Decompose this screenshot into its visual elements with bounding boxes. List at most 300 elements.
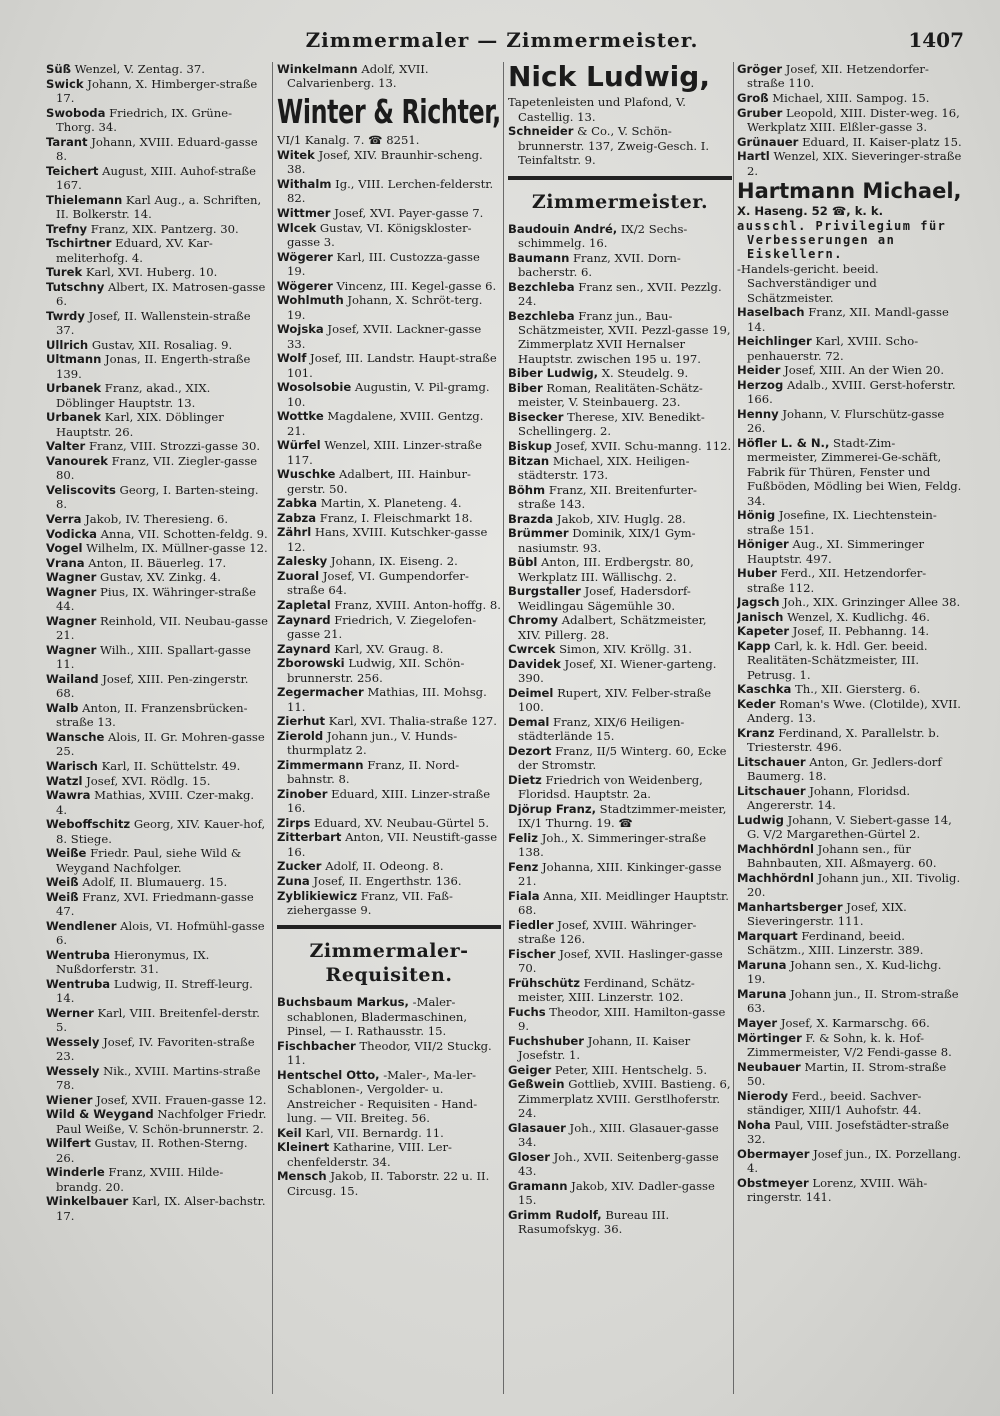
page-header	[40, 28, 964, 58]
entry-name: Wentruba	[46, 976, 111, 991]
entry-details: Josef, XI. Wiener-garteng. 390.	[518, 656, 717, 686]
directory-entry	[46, 1035, 268, 1064]
entry-details: Josef, XIV. Braunhir-scheng. 38.	[287, 148, 483, 177]
directory-entry	[737, 91, 963, 105]
directory-entry	[737, 436, 963, 508]
directory-entry	[277, 279, 501, 293]
entry-details: Leopold, XIII. Dister-weg. 16, Werkplatz XIII. Elßler-gasse 3.	[747, 105, 960, 134]
entry-details: Katharine, VIII. Ler-chenfelderstr. 34.	[287, 1140, 452, 1169]
entry-name: Trefny	[46, 221, 88, 236]
entry-name: Bitzan	[508, 453, 550, 468]
entry-name: Bezchleba	[508, 279, 575, 294]
directory-entry	[508, 584, 732, 613]
entry-name: Weiße	[46, 846, 87, 861]
entry-details: Theodor, XIII. Hamilton-gasse 9.	[518, 1004, 726, 1034]
entry-details: Anton, II. Franzensbrücken-straße 13.	[56, 700, 248, 730]
entry-name: Bisecker	[508, 410, 564, 425]
column-rule	[272, 62, 273, 1394]
directory-entry	[737, 929, 963, 958]
entry-details: Eduard, XV. Kar-meliterhofg. 4.	[56, 236, 213, 265]
entry-details: Jakob, XIV. Huglg. 28.	[553, 511, 686, 526]
entry-details: Johann jun., II. Strom-straße 63.	[747, 987, 959, 1016]
entry-name: Brazda	[508, 511, 554, 526]
directory-entry	[508, 1208, 732, 1237]
entry-details: Jakob, IV. Theresieng. 6.	[81, 511, 229, 526]
entry-name: Twrdy	[46, 308, 85, 323]
directory-entry	[737, 106, 963, 135]
directory-entry	[46, 977, 268, 1006]
entry-details: Franz, XII. Mandl-gasse 14.	[747, 305, 949, 334]
entry-details: -Maler-, Ma-ler-Schablonen-, Vergolder- u. Anstreicher - Requisiten - Hand-lung. — VII. Breiteg. 56.	[287, 1067, 478, 1126]
entry-name: Litschauer	[737, 755, 806, 770]
entry-name: Buchsbaum Markus,	[277, 995, 409, 1010]
entry-name: Tarant	[46, 134, 88, 149]
directory-entry	[277, 729, 501, 758]
entry-name: Gramann	[508, 1178, 568, 1193]
entry-name: Würfel	[277, 438, 321, 453]
entry-name: Janisch	[737, 609, 784, 624]
entry-details: Anton, III. Erdbergstr. 80, Werkplatz III. Wällischg. 2.	[518, 555, 694, 584]
directory-entry	[46, 1194, 268, 1223]
entry-details: Johann, II. Kaiser Josefstr. 1.	[518, 1033, 691, 1063]
entry-details: Johann, Floridsd. Angererstr. 14.	[747, 784, 911, 813]
directory-entry	[46, 410, 268, 439]
entry-details: Anton, Gr. Jedlers-dorf Baumerg. 18.	[747, 755, 942, 784]
entry-name: Wentruba	[46, 947, 111, 962]
entry-name: Kapeter	[737, 624, 790, 639]
entry-details: Johann, IX. Eiseng. 2.	[327, 554, 458, 569]
entry-name: Werner	[46, 1005, 94, 1020]
entry-details: Joh., X. Simmeringer-straße 138.	[518, 830, 707, 860]
entry-name: Warisch	[46, 758, 98, 773]
entry-name: Maruna	[737, 958, 787, 973]
directory-entry	[508, 889, 732, 918]
directory-entry	[737, 987, 963, 1016]
entry-details: Johann, XVIII. Eduard-gasse 8.	[56, 134, 258, 163]
entry-details: Franz, II. Nord-bahnstr. 8.	[287, 757, 460, 787]
entry-details: Josef, XIII. Pen-zingerstr. 68.	[56, 671, 249, 701]
directory-entry	[277, 816, 501, 830]
entry-name: Zaynard	[277, 641, 331, 656]
directory-entry	[277, 685, 501, 714]
directory-entry	[508, 613, 732, 642]
entry-name: Zapletal	[277, 598, 331, 613]
entry-name: Wagner	[46, 642, 97, 657]
entry-name: Kaschka	[737, 682, 792, 697]
directory-entry	[277, 409, 501, 438]
entry-name: Schneider	[508, 124, 574, 139]
entry-name: Höniger	[737, 537, 789, 552]
entry-name: Geßwein	[508, 1077, 565, 1092]
directory-entry	[277, 874, 501, 888]
entry-details: Josef, XIX. Sieveringerstr. 111.	[747, 900, 907, 929]
directory-entry	[508, 381, 732, 410]
entry-details: Josef, IV. Favoriten-straße 23.	[56, 1034, 255, 1064]
directory-entry	[737, 149, 963, 178]
directory-entry	[277, 642, 501, 656]
directory-entry	[277, 787, 501, 816]
entry-name: Teichert	[46, 163, 99, 178]
entry-details: Josef, VI. Gumpendorfer-straße 64.	[287, 569, 469, 598]
directory-entry	[46, 614, 268, 643]
entry-name: Huber	[737, 566, 777, 581]
entry-details: Hieronymus, IX. Nußdorferstr. 31.	[56, 947, 210, 977]
hartmann-ad-privilege: ausschl. Privilegium für Verbesserungen an Eiskellern.	[737, 218, 947, 262]
entry-name: Biber Ludwig,	[508, 366, 599, 381]
directory-entry	[277, 859, 501, 873]
entry-details: Therese, XIV. Benedikt-Schellingerg. 2.	[518, 410, 705, 439]
entry-details: Lorenz, XVIII. Wäh-ringerstr. 141.	[747, 1175, 928, 1205]
entry-details: Ferdinand, beeid. Schätzm., XIII. Linzerstr. 389.	[747, 929, 924, 958]
entry-name: Wosolsobie	[277, 380, 352, 395]
directory-entry	[46, 352, 268, 381]
entry-details: IX/2 Sechs-schimmelg. 16.	[518, 221, 688, 251]
entry-details: Franz, VIII. Strozzi-gasse 30.	[85, 439, 261, 454]
entry-details: Peter, XIII. Hentschelg. 5.	[551, 1062, 708, 1077]
directory-entry	[46, 135, 268, 164]
entry-details: Hans, XVIII. Kutschker-gasse 12.	[287, 525, 488, 554]
directory-entry	[46, 875, 268, 889]
entry-name: Zyblikiewicz	[277, 888, 358, 903]
entry-name: Watzl	[46, 773, 83, 788]
directory-entry	[277, 656, 501, 685]
directory-entry	[46, 541, 268, 555]
entry-name: Nierody	[737, 1088, 789, 1103]
directory-entry	[46, 439, 268, 453]
directory-entry	[46, 643, 268, 672]
entry-name: Kranz	[737, 726, 775, 741]
entry-name: Keder	[737, 697, 776, 712]
entry-name: Zuna	[277, 873, 310, 888]
directory-entry	[508, 222, 732, 251]
entry-details: Paul, VIII. Josefstädter-straße 32.	[747, 1117, 949, 1147]
directory-entry	[737, 305, 963, 334]
directory-entry	[46, 527, 268, 541]
entry-details: Th., XII. Giersterg. 6.	[791, 682, 921, 697]
entry-details: Josef, XII. Hetzendorfer-straße 110.	[747, 62, 929, 91]
entry-details: Joh., XIX. Grinzinger Allee 38.	[779, 595, 961, 610]
entry-details: Franz, XII. Breitenfurter-straße 143.	[518, 482, 697, 512]
entry-details: Pius, IX. Währinger-straße 44.	[56, 584, 256, 614]
directory-entry	[508, 483, 732, 512]
directory-entry	[508, 918, 732, 947]
entry-details: Josef, II. Wallenstein-straße 37.	[56, 308, 251, 338]
entry-details: August, XIII. Auhof-straße 167.	[56, 163, 256, 192]
directory-entry	[508, 976, 732, 1005]
entry-details: Karl, VII. Bernardg. 11.	[301, 1125, 444, 1140]
entry-name: Zimmermann	[277, 757, 364, 772]
entry-details: Josefine, IX. Liechtenstein-straße 151.	[747, 508, 937, 537]
entry-name: Süß	[46, 62, 71, 76]
directory-entry	[277, 148, 501, 177]
directory-entry	[737, 508, 963, 537]
entry-name: Bübl	[508, 555, 538, 570]
entry-details: Josef, XVII. Haslinger-gasse 70.	[518, 946, 723, 976]
entry-name: Heider	[737, 363, 781, 378]
entry-name: Wögerer	[277, 249, 333, 264]
entry-name: Kapp	[737, 639, 771, 654]
directory-entry	[737, 334, 963, 363]
entry-name: Wögerer	[277, 278, 333, 293]
entry-details: Alois, VI. Hofmühl-gasse 6.	[56, 918, 265, 948]
entry-name: Gloser	[508, 1149, 550, 1164]
directory-entry	[508, 802, 732, 831]
directory-entry	[46, 193, 268, 222]
entry-name: Fenz	[508, 859, 539, 874]
section-divider	[508, 176, 732, 180]
directory-entry	[508, 657, 732, 686]
entry-name: Vanourek	[46, 453, 108, 468]
entry-name: Kleinert	[277, 1140, 330, 1155]
directory-entry	[737, 1089, 963, 1118]
directory-entry	[277, 322, 501, 351]
entry-name: Wohlmuth	[277, 293, 344, 308]
nick-ludwig-ad-name: Nick Ludwig,	[508, 62, 710, 93]
entry-name: Jagsch	[737, 595, 780, 610]
directory-entry	[508, 1121, 732, 1150]
entry-name: Maruna	[737, 987, 787, 1002]
directory-entry	[508, 686, 732, 715]
directory-entry	[46, 1107, 268, 1136]
entry-name: Zuoral	[277, 569, 320, 584]
entry-name: Tutschny	[46, 279, 105, 294]
entry-name: Vodicka	[46, 526, 97, 541]
entry-name: Fuchs	[508, 1004, 546, 1019]
entry-details: Karl, XIX. Döblinger Hauptstr. 26.	[56, 410, 224, 439]
directory-entry	[277, 62, 501, 91]
entry-details: Josef, XVII. Schu-manng. 112.	[551, 439, 732, 454]
entry-details: & Co., V. Schön-brunnerstr. 137, Zweig-Gesch. I. Teinfaltstr. 9.	[518, 124, 710, 168]
entry-name: Obermayer	[737, 1146, 810, 1161]
directory-entry	[46, 701, 268, 730]
entry-name: Urbanek	[46, 381, 102, 396]
entry-details: Vincenz, III. Kegel-gasse 6.	[332, 278, 497, 293]
entry-name: Wessely	[46, 1034, 100, 1049]
entry-name: Fischbacher	[277, 1038, 356, 1053]
entry-details: Albert, IX. Matrosen-gasse 6.	[56, 279, 266, 309]
directory-entry	[737, 900, 963, 929]
entry-details: Franz, XVII. Dorn-bacherstr. 6.	[518, 250, 681, 280]
entry-name: Verra	[46, 511, 82, 526]
entry-name: Geiger	[508, 1062, 552, 1077]
directory-entry	[46, 585, 268, 614]
directory-entry	[277, 380, 501, 409]
directory-entry	[277, 177, 501, 206]
entry-name: Swick	[46, 76, 84, 91]
directory-entry	[508, 1005, 732, 1034]
entry-name: Neubauer	[737, 1059, 801, 1074]
entry-details: Josef, Hadersdorf-Weidlingau Sägemühle 30.	[518, 584, 691, 613]
entry-details: Karl Aug., a. Schriften, II. Bolkerstr. 14.	[56, 192, 262, 221]
entry-name: Turek	[46, 265, 83, 280]
entry-details: Franz, XVI. Friedmann-gasse 47.	[56, 889, 254, 919]
entry-details: Michael, XIX. Heiligen-städterstr. 173.	[518, 453, 690, 483]
directory-entry	[277, 830, 501, 859]
directory-entry	[46, 1136, 268, 1165]
entry-details: -Maler-schablonen, Bladermaschinen, Pinsel, — I. Rathausstr. 15.	[287, 995, 468, 1039]
entry-details: Josef, XVI. Rödlg. 15.	[82, 773, 211, 788]
entry-name: Machhördnl	[737, 871, 814, 886]
entry-details: Nachfolger Friedr. Paul Weiße, V. Schön-brunnerstr. 2.	[56, 1107, 267, 1136]
directory-entry	[737, 135, 963, 149]
directory-entry	[737, 595, 963, 609]
entry-details: Friedr. Paul, siehe Wild & Weygand Nachfolger.	[56, 846, 242, 875]
entry-name: Machhördnl	[737, 842, 814, 857]
entry-details: Michael, XIII. Sampog. 15.	[768, 91, 930, 105]
entry-details: Josef, XVIII. Währinger-straße 126.	[518, 917, 697, 947]
entry-name: Brümmer	[508, 526, 569, 541]
directory-entry	[508, 555, 732, 584]
entry-details: Franz, II/5 Winterg. 60, Ecke der Stromstr.	[518, 743, 727, 773]
directory-entry	[508, 1150, 732, 1179]
entry-details: Franz, XVIII. Anton-hoffg. 8.	[330, 598, 501, 613]
entry-name: Biber	[508, 381, 543, 396]
entry-name: Bezchleba	[508, 308, 575, 323]
entry-details: Franz jun., Bau-Schätzmeister, XVII. Pezzl-gasse 19, Zimmerplatz XVII Hernalser Hauptstr. zwischen 195 u. 197.	[518, 308, 731, 366]
winter-richter-ad-name: Winter & Richter,	[277, 91, 501, 131]
directory-entry	[277, 613, 501, 642]
entry-details: Jakob, XIV. Dadler-gasse 15.	[518, 1178, 715, 1208]
entry-details: Josef, XVI. Payer-gasse 7.	[330, 206, 484, 221]
entry-name: Wansche	[46, 729, 105, 744]
entry-name: Vogel	[46, 541, 83, 556]
entry-details: Johann sen., für Bahnbauten, XII. Aßmayerg. 60.	[747, 842, 937, 871]
directory-entry	[737, 813, 963, 842]
directory-entry	[46, 222, 268, 236]
entry-name: Wendlener	[46, 918, 117, 933]
directory-entry	[737, 682, 963, 696]
directory-entry	[508, 860, 732, 889]
entry-details: Karl, II. Schüttelstr. 49.	[97, 758, 241, 773]
section-heading-zimmermeister: Zimmermeister.	[531, 190, 709, 213]
entry-details: Anton, VII. Neustift-gasse 16.	[287, 830, 498, 859]
directory-entry	[277, 438, 501, 467]
entry-details: Friedrich, IX. Grüne-Thorg. 34.	[56, 105, 232, 134]
entry-name: Mensch	[277, 1169, 327, 1184]
entry-details: X. Steudelg. 9.	[598, 366, 689, 381]
directory-entry	[508, 715, 732, 744]
entry-details: Anna, VII. Schotten-feldg. 9.	[96, 526, 268, 541]
entry-name: Swoboda	[46, 105, 106, 120]
entry-name: Gruber	[737, 105, 783, 120]
entry-details: Joh., XVII. Seitenberg-gasse 43.	[518, 1149, 719, 1179]
directory-entry	[737, 62, 963, 91]
directory-entry	[737, 784, 963, 813]
entry-details: Ig., VIII. Lerchen-felderstr. 82.	[287, 177, 494, 206]
entry-details: Roman, Realitäten-Schätz-meister, V. Steinbauerg. 23.	[518, 381, 703, 410]
entry-details: Gottlieb, XVIII. Bastieng. 6, Zimmerplatz XVIII. Gerstlhoferstr. 24.	[518, 1077, 731, 1121]
entry-name: Höfler L. & N.,	[737, 436, 830, 451]
directory-entry	[508, 124, 732, 167]
directory-entry	[277, 554, 501, 568]
directory-entry	[277, 1140, 501, 1169]
entry-details: Eduard, XV. Neubau-Gürtel 5.	[310, 815, 490, 830]
entry-name: Chromy	[508, 613, 559, 628]
entry-details: Johann, X. Schröt-terg. 19.	[287, 293, 483, 322]
entry-details: Martin, II. Strom-straße 50.	[747, 1059, 947, 1089]
entry-details: Karl, XVI. Huberg. 10.	[82, 265, 218, 280]
entry-name: Ludwig	[737, 813, 784, 828]
directory-entry	[46, 556, 268, 570]
entry-name: Grimm Rudolf,	[508, 1207, 602, 1222]
directory-entry	[508, 280, 732, 309]
directory-entry	[737, 1031, 963, 1060]
entry-details: Jonas, II. Engerth-straße 139.	[56, 352, 251, 381]
directory-entry	[508, 947, 732, 976]
directory-entry	[46, 774, 268, 788]
entry-name: Wojska	[277, 322, 324, 337]
entry-name: Hönig	[737, 508, 776, 523]
directory-entry	[737, 566, 963, 595]
entry-name: Zabza	[277, 510, 317, 525]
entry-details: Johann jun., XII. Tivolig. 20.	[747, 871, 961, 900]
hartmann-ad-rest: -Handels-gericht. beeid. Sachverständiger und Schätzmeister.	[737, 262, 879, 305]
directory-entry	[737, 842, 963, 871]
entry-details: Gustav, II. Rothen-Sterng. 26.	[56, 1136, 248, 1165]
entry-name: Wottke	[277, 409, 324, 424]
directory-entry	[508, 309, 732, 367]
entry-name: Grünauer	[737, 134, 799, 149]
entry-details: Gustav, XV. Zinkg. 4.	[96, 570, 221, 585]
entry-details: Mathias, XVIII. Czer-makg. 4.	[56, 788, 255, 817]
directory-entry	[737, 958, 963, 987]
entry-details: Josef, XIII. An der Wien 20.	[780, 363, 945, 378]
directory-entry	[46, 1093, 268, 1107]
directory-entry	[46, 381, 268, 410]
entry-details: Anton, II. Bäuerleg. 17.	[84, 555, 227, 570]
entry-details: Ludwig, XII. Schön-brunnerstr. 256.	[287, 656, 465, 685]
directory-entry	[737, 1016, 963, 1030]
directory-entry	[46, 454, 268, 483]
entry-details: Karl, VIII. Breitenfel-derstr. 5.	[56, 1005, 260, 1035]
directory-entry	[737, 871, 963, 900]
directory-entry	[737, 378, 963, 407]
directory-entry	[46, 948, 268, 977]
entry-name: Vrana	[46, 555, 85, 570]
entry-name: Marquart	[737, 929, 798, 944]
entry-name: Zährl	[277, 525, 312, 540]
entry-name: Davidek	[508, 656, 561, 671]
entry-name: Withalm	[277, 177, 332, 192]
entry-name: Winkelmann	[277, 62, 358, 76]
section-divider	[277, 925, 501, 929]
entry-name: Heichlinger	[737, 334, 812, 349]
entry-details: Adolf, XVII. Calvarienberg. 13.	[287, 62, 429, 91]
entry-details: Franz sen., XVII. Pezzlg. 24.	[518, 279, 722, 309]
entry-details: Nik., XVIII. Martins-straße 78.	[56, 1063, 261, 1093]
entry-details: Ludwig, II. Streff-leurg. 14.	[56, 976, 253, 1006]
entry-details: Karl, XV. Graug. 8.	[330, 641, 444, 656]
directory-entry	[46, 570, 268, 584]
entry-details: Alois, II. Gr. Mohren-gasse 25.	[56, 729, 265, 759]
entry-name: Baumann	[508, 250, 570, 265]
entry-details: Johann, V. Siebert-gasse 14, G. V/2 Margarethen-Gürtel 2.	[747, 813, 952, 842]
entry-details: Augustin, V. Pil-gramg. 10.	[287, 380, 490, 409]
directory-entry	[737, 537, 963, 566]
entry-details: Wilhelm, IX. Müllner-gasse 12.	[82, 541, 268, 556]
winter-richter-ad-address: VI/1 Kanalg. 7. ☎ 8251.	[277, 133, 420, 148]
entry-name: Wuschke	[277, 467, 336, 482]
directory-entry	[508, 439, 732, 453]
entry-details: Johann, X. Himberger-straße 17.	[56, 76, 258, 105]
directory-entry	[277, 351, 501, 380]
directory-entry	[277, 1068, 501, 1126]
entry-details: Josef, III. Landstr. Haupt-straße 101.	[287, 351, 497, 380]
hartmann-ad-name: Hartmann Michael,	[737, 179, 962, 203]
directory-entry	[46, 1064, 268, 1093]
directory-entry	[508, 454, 732, 483]
directory-entry	[277, 569, 501, 598]
